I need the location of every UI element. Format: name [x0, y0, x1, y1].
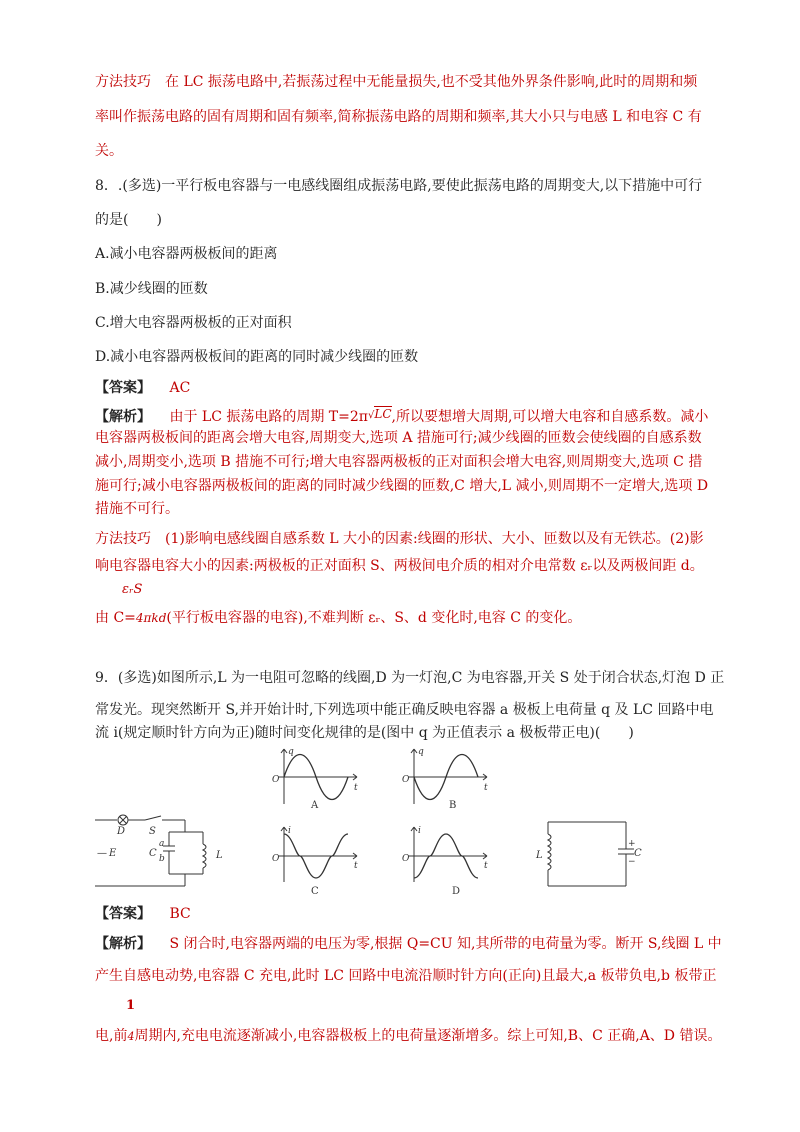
- graph-c: [270, 824, 370, 888]
- lc-circuit-diagram: [532, 818, 642, 890]
- q8-option-b: B.减少线圈的匝数: [95, 281, 208, 297]
- svg-text:i: i: [418, 826, 421, 836]
- q9-analysis-label: 【解析】: [95, 936, 151, 952]
- q9-answer-row: [95, 904, 191, 924]
- q8-option-d: D.减小电容器两极板间的距离的同时减少线圈的匝数: [95, 349, 419, 365]
- svg-text:—: —: [97, 848, 107, 859]
- method-tip-line-2: 率叫作振荡电路的固有周期和固有频率,简称振荡电路的周期和频率,其大小只与电感 L 和电容 C 有: [95, 109, 702, 125]
- q8-analysis-line-5: 措施不可行。: [95, 501, 179, 517]
- lc-label-l: L: [536, 850, 543, 861]
- q8-answer-row: [95, 378, 190, 398]
- svg-text:i: i: [288, 826, 291, 836]
- graph-a: [270, 744, 370, 814]
- q8-answer-value: AC: [169, 380, 191, 396]
- q9-analysis-line-3: 电,前4周期内,充电电流逐渐减小,电容器极板上的电荷量逐渐增多。综上可知,B、C 正确,A、D 错误。: [95, 1028, 722, 1044]
- graph-a-label: A: [311, 800, 319, 811]
- svg-text:q: q: [288, 747, 294, 757]
- label-s: S: [149, 826, 156, 837]
- fraction-numerator: 1: [126, 998, 136, 1013]
- svg-text:t: t: [354, 861, 358, 871]
- svg-text:O: O: [272, 775, 280, 785]
- method-tip-line-3: 关。: [95, 143, 123, 159]
- circuit-diagram: [95, 806, 235, 890]
- q8-method-line-2: 响电容器电容大小的因素:两极板的正对面积 S、两极间电介质的相对介电常数 εᵣ以及两极间距 d。: [95, 558, 704, 574]
- q8-option-c: C.增大电容器两极板的正对面积: [95, 315, 292, 331]
- formula-numerator: εᵣS: [122, 582, 143, 597]
- lc-label-c: C: [634, 848, 642, 859]
- q9-analysis-line-2: 产生自感电动势,电容器 C 充电,此时 LC 回路中电流沿顺时针方向(正向)且最大,a 板带负电,b 板带正: [95, 968, 717, 984]
- q8-answer-label: 【答案】: [95, 380, 151, 396]
- q9-analysis-line-1: 【解析】 S 闭合时,电容器两端的电压为零,根据 Q=CU 知,其所带的电荷量为零。断开 S,线圈 L 中: [95, 936, 722, 952]
- lc-plus: +: [628, 839, 636, 849]
- formula-denominator: 4πkd: [135, 611, 167, 625]
- q9-answer-label: 【答案】: [95, 906, 151, 922]
- q9-stem-line-1: 9．(多选)如图所示,L 为一电阻可忽略的线圈,D 为一灯泡,C 为电容器,开关 S 处于闭合状态,灯泡 D 正: [95, 670, 725, 686]
- label-l: L: [216, 850, 223, 861]
- q8-formula-line: 由 C=4πkd(平行板电容器的电容),不难判断 εᵣ、S、d 变化时,电容 C 的变化。: [95, 610, 582, 626]
- fraction-denominator: 4: [127, 1030, 135, 1043]
- label-b: b: [159, 854, 165, 864]
- label-a: a: [159, 839, 165, 849]
- q8-analysis-label: 【解析】: [95, 409, 151, 425]
- q8-analysis-line-1: 【解析】 由于 LC 振荡电路的周期 T=2π√LC,所以要想增大周期,可以增大电容和自感系数。减小: [95, 407, 709, 425]
- q9-stem-line-3: 流 i(规定顺时针方向为正)随时间变化规律的是(图中 q 为正值表示 a 极板带正电)( ): [95, 725, 634, 741]
- graph-d: [400, 824, 500, 888]
- svg-text:O: O: [402, 775, 410, 785]
- label-d: D: [117, 826, 126, 837]
- svg-text:t: t: [484, 783, 488, 793]
- label-c: C: [149, 848, 157, 859]
- sqrt-lc: LC: [374, 407, 392, 421]
- q8-analysis-line-2: 电容器两极板间的距离会增大电容,周期变大,选项 A 措施可行;减少线圈的匝数会使线圈的自感系数: [95, 430, 702, 446]
- svg-text:q: q: [418, 747, 424, 757]
- graph-c-label: C: [311, 886, 319, 897]
- graph-d-label: D: [452, 886, 461, 897]
- q8-method-line-1: 方法技巧 (1)影响电感线圈自感系数 L 大小的因素:线圈的形状、大小、匝数以及有无铁芯。(2)影: [95, 531, 704, 547]
- svg-text:t: t: [484, 861, 488, 871]
- q8-stem-line-2: 的是( ): [95, 212, 162, 228]
- q8-option-a: A.减小电容器两极板间的距离: [95, 246, 278, 262]
- q8-analysis-line-3: 减小,周期变小,选项 B 措施不可行;增大电容器两极板的正对面积会增大电容,则周期变大,选项 C 措: [95, 454, 703, 470]
- q9-answer-value: BC: [169, 906, 191, 922]
- lc-minus: −: [628, 857, 636, 867]
- q8-stem-line-1: 8．.(多选)一平行板电容器与一电感线圈组成振荡电路,要使此振荡电路的周期变大,以下措施中可行: [95, 178, 703, 194]
- svg-text:O: O: [272, 854, 280, 864]
- q9-stem-line-2: 常发光。现突然断开 S,并开始计时,下列选项中能正确反映电容器 a 极板上电荷量 q 及 LC 回路中电: [95, 702, 714, 718]
- method-tip-line-1: 方法技巧 在 LC 振荡电路中,若振荡过程中无能量损失,也不受其他外界条件影响,此时的周期和频: [95, 74, 698, 90]
- svg-text:t: t: [354, 783, 358, 793]
- graph-b-label: B: [449, 800, 457, 811]
- svg-text:O: O: [402, 854, 410, 864]
- label-e: E: [109, 848, 117, 859]
- q8-analysis-line-4: 施可行;减小电容器两极板间的距离的同时减少线圈的匝数,C 增大,L 减小,则周期不一定增大,选项 D: [95, 478, 709, 494]
